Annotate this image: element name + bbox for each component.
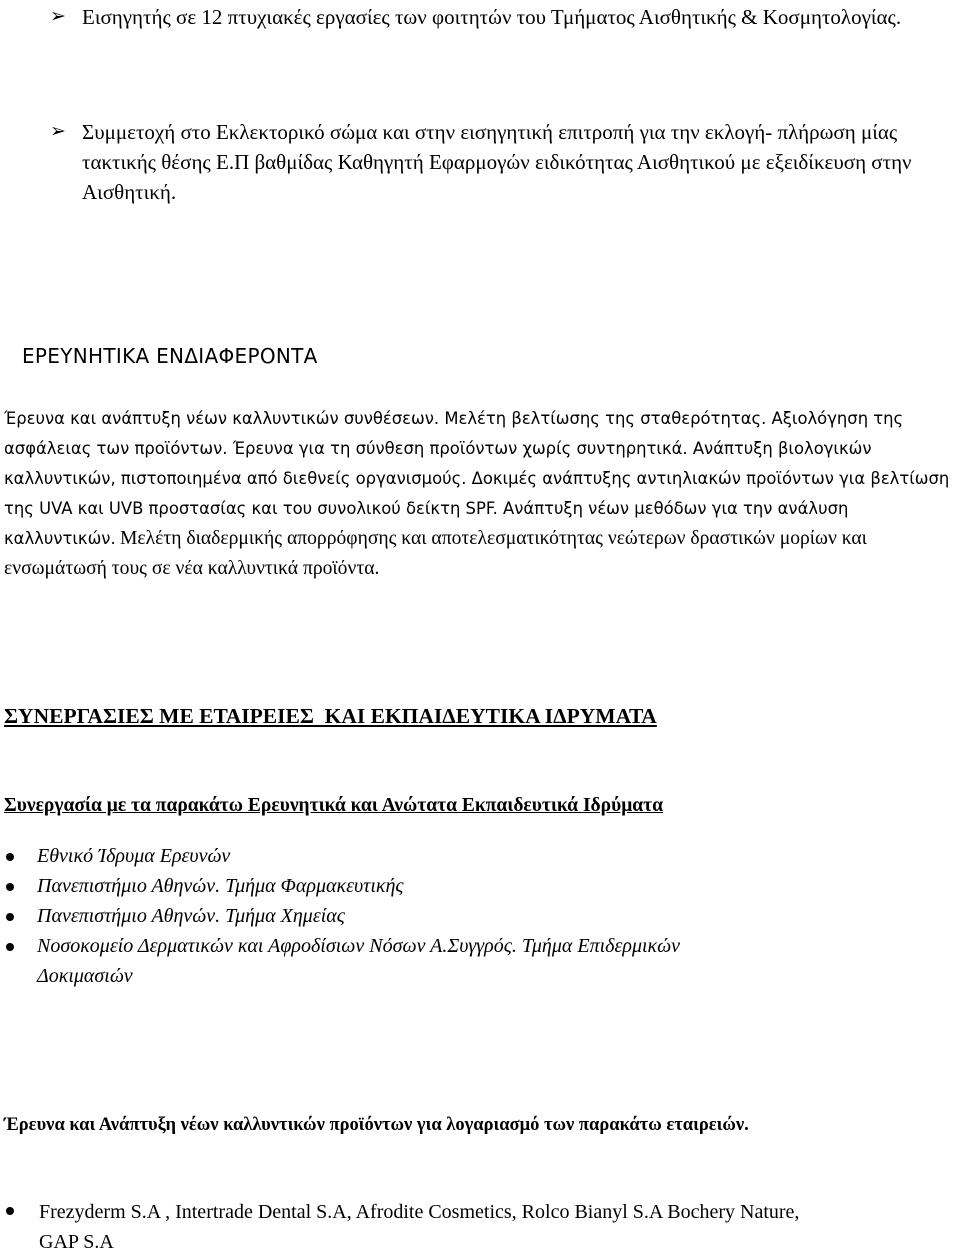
arrow-bullet-item [52,2,952,32]
research-interests-paragraph [4,404,959,584]
arrow-bullet-icon: ➢ [50,6,66,27]
institution-name: Πανεπιστήμιο Αθηνών. Τμήμα Φαρμακευτικής [37,875,404,897]
research-interests-text: Έρευνα και ανάπτυξη νέων καλλυντικών συνθέσεων. Μελέτη βελτίωσης της σταθερότητας. Αξιολόγηση της ασφάλειας των προϊόντων. Έρευνα για τη σύνθεση προϊόντων χωρίς συντηρητικά. Ανάπτυξη βιολογικών καλλυντικών, πιστοποιημένα από διεθνείς οργανισμούς. Δοκιμές ανάπτυξης αντιηλιακών προϊόντων για βελτίωση της UVA και UVB προστασίας και του συνολικού δείκτη SPF. Ανάπτυξη νέων μεθόδων για την ανάλυση καλλυντικών. [4,409,950,548]
institution-item [0,931,960,991]
bullet-icon [6,1207,14,1215]
research-interests-text-continued: Μελέτη διαδερμικής απορρόφησης και αποτελεσματικότητας νεώτερων δραστικών μορίων και ενσωμάτωσή τους σε νέα καλλυντικά προϊόντα. [4,528,867,579]
arrow-bullet-item [52,117,952,207]
institution-item [0,841,960,871]
collaborations-heading: ΣΥΝΕΡΓΑΣΙΕΣ ΜΕ ΕΤΑΙΡΕΙΕΣ ΚΑΙ ΕΚΠΑΙΔΕΥΤΙΚΑ ΙΔΡΥΜΑΤΑ [4,704,657,728]
research-interests-heading: ΕΡΕΥΝΗΤΙΚΑ ΕΝΔΙΑΦΕΡΟΝΤΑ [22,344,318,368]
arrow-bullet-text: Εισηγητής σε 12 πτυχιακές εργασίες των φοιτητών του Τμήματος Αισθητικής & Κοσμητολογίας. [82,5,902,29]
institutions-subheading: Συνεργασία με τα παρακάτω Ερευνητικά και Ανώτατα Εκπαιδευτικά Ιδρύματα [4,795,664,816]
arrow-bullet-icon: ➢ [50,121,66,142]
institution-item [0,871,960,901]
institution-name: Εθνικό Ίδρυμα Ερευνών [37,845,231,867]
companies-item [0,1197,960,1257]
institution-name: Πανεπιστήμιο Αθηνών. Τμήμα Χημείας [37,905,345,927]
bullet-icon [6,913,14,921]
bullet-icon [6,853,14,861]
companies-list [0,1197,960,1257]
arrow-bullet-text: Συμμετοχή στο Εκλεκτορικό σώμα και στην εισηγητική επιτροπή για την εκλογή- πλήρωση μίας τακτικής θέσης Ε.Π βαθμίδας Καθηγητή Εφαρμογών ειδικότητας Αισθητικού με εξειδίκευση στην Αισθητική. [82,120,912,204]
institution-name: Νοσοκομείο Δερματικών και Αφροδίσιων Νόσων Α.Συγγρός. Τμήμα Επιδερμικών Δοκιμασιών [37,935,680,987]
institutions-list [0,841,960,991]
bullet-icon [6,943,14,951]
companies-names: Frezyderm S.A , Intertrade Dental S.A, Afrodite Cosmetics, Rolco Bianyl S.A Bochery Nature, GAP S.A [39,1201,800,1253]
institution-item [0,901,960,931]
bullet-icon [6,883,14,891]
companies-heading: Έρευνα και Ανάπτυξη νέων καλλυντικών προϊόντων για λογαριασμό των παρακάτω εταιρειών. [4,1115,749,1135]
